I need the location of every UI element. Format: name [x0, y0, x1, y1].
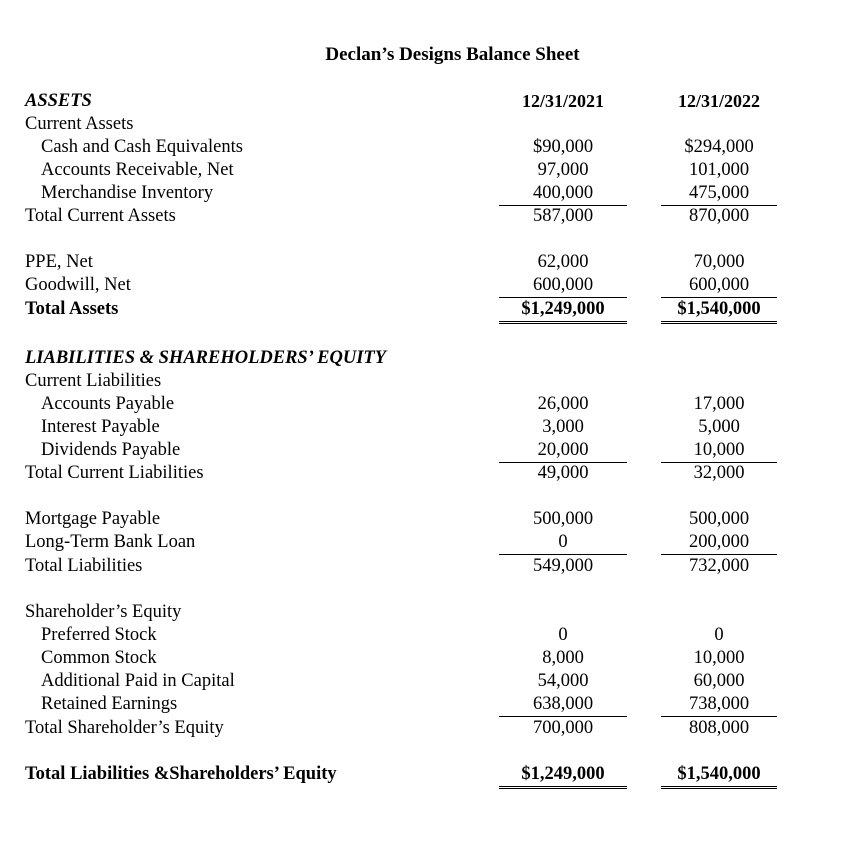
assets-heading: ASSETS — [25, 91, 92, 111]
value-2021: 700,000 — [532, 718, 594, 738]
value-2022: 808,000 — [688, 718, 750, 738]
value-2022: 70,000 — [693, 252, 745, 272]
value-2022: 500,000 — [688, 509, 750, 529]
table-row — [0, 439, 855, 462]
value-2021: 0 — [558, 625, 568, 645]
row-label: Mortgage Payable — [25, 509, 161, 529]
table-row — [0, 508, 855, 531]
value-2022: 60,000 — [693, 671, 745, 691]
row-label: Additional Paid in Capital — [41, 671, 235, 691]
table-row — [0, 251, 855, 274]
column-header-2021: 12/31/2021 — [521, 91, 604, 111]
subtotal-row — [0, 717, 855, 740]
table-row — [0, 136, 855, 159]
value-2022: 17,000 — [693, 394, 745, 414]
value-2021: 500,000 — [532, 509, 594, 529]
section-label-row — [0, 601, 855, 624]
table-row — [0, 274, 855, 297]
current-liabilities-label: Current Liabilities — [25, 371, 162, 391]
value-2022: 732,000 — [688, 556, 750, 576]
row-label: Total Current Assets — [25, 206, 176, 226]
total-row — [0, 298, 855, 321]
value-2022: 200,000 — [661, 531, 777, 555]
value-2021: 20,000 — [499, 439, 627, 463]
value-2021: 26,000 — [537, 394, 589, 414]
row-label: Dividends Payable — [41, 440, 181, 460]
section-label-row — [0, 113, 855, 136]
value-2021: 3,000 — [542, 417, 584, 437]
value-2022: 0 — [714, 625, 724, 645]
row-label: Merchandise Inventory — [41, 183, 214, 203]
value-2022: 738,000 — [661, 693, 777, 717]
value-2021: 49,000 — [537, 463, 589, 483]
table-row — [0, 670, 855, 693]
table-row — [0, 531, 855, 554]
liabilities-equity-heading: LIABILITIES & SHAREHOLDERS’ EQUITY — [25, 348, 386, 368]
value-2021: 638,000 — [499, 693, 627, 717]
table-row — [0, 624, 855, 647]
header-row — [0, 90, 855, 113]
value-2022: $294,000 — [684, 137, 754, 157]
value-2021: 62,000 — [537, 252, 589, 272]
value-2021: 549,000 — [532, 556, 594, 576]
value-2022: 475,000 — [661, 182, 777, 206]
page-title: Declan’s Designs Balance Sheet — [325, 44, 580, 65]
value-2021: 8,000 — [542, 648, 584, 668]
value-2021: $1,249,000 — [499, 763, 627, 789]
current-assets-label: Current Assets — [25, 114, 134, 134]
subtotal-row — [0, 555, 855, 578]
grand-total-row — [0, 763, 855, 786]
value-2021: 97,000 — [537, 160, 589, 180]
row-label: Cash and Cash Equivalents — [41, 137, 243, 157]
table-row — [0, 647, 855, 670]
section-heading-row — [0, 347, 855, 370]
table-row — [0, 393, 855, 416]
table-row — [0, 182, 855, 205]
value-2022: 600,000 — [661, 274, 777, 298]
table-row — [0, 693, 855, 716]
row-label: Total Liabilities &Shareholders’ Equity — [25, 764, 337, 784]
row-label: Total Current Liabilities — [25, 463, 204, 483]
value-2022: $1,540,000 — [661, 298, 777, 324]
column-header-2022: 12/31/2022 — [677, 91, 760, 111]
value-2022: $1,540,000 — [661, 763, 777, 789]
row-label: PPE, Net — [25, 252, 93, 272]
value-2021: 587,000 — [532, 206, 594, 226]
row-label: Interest Payable — [41, 417, 160, 437]
value-2021: 0 — [499, 531, 627, 555]
value-2021: 400,000 — [499, 182, 627, 206]
value-2022: 10,000 — [693, 648, 745, 668]
value-2021: 54,000 — [537, 671, 589, 691]
subtotal-row — [0, 205, 855, 228]
row-label: Preferred Stock — [41, 625, 157, 645]
row-label: Common Stock — [41, 648, 157, 668]
value-2022: 101,000 — [688, 160, 750, 180]
row-label: Long-Term Bank Loan — [25, 532, 196, 552]
row-label: Retained Earnings — [41, 694, 178, 714]
row-label: Total Liabilities — [25, 556, 143, 576]
table-row — [0, 416, 855, 439]
subtotal-row — [0, 462, 855, 485]
row-label: Total Assets — [25, 299, 119, 319]
row-label: Goodwill, Net — [25, 275, 131, 295]
row-label: Accounts Payable — [41, 394, 175, 414]
equity-label: Shareholder’s Equity — [25, 602, 182, 622]
value-2021: 600,000 — [499, 274, 627, 298]
row-label: Total Shareholder’s Equity — [25, 718, 224, 738]
value-2022: 32,000 — [693, 463, 745, 483]
value-2022: 5,000 — [698, 417, 740, 437]
section-label-row — [0, 370, 855, 393]
value-2022: 870,000 — [688, 206, 750, 226]
value-2022: 10,000 — [661, 439, 777, 463]
table-row — [0, 159, 855, 182]
row-label: Accounts Receivable, Net — [41, 160, 234, 180]
value-2021: $1,249,000 — [499, 298, 627, 324]
value-2021: $90,000 — [532, 137, 594, 157]
